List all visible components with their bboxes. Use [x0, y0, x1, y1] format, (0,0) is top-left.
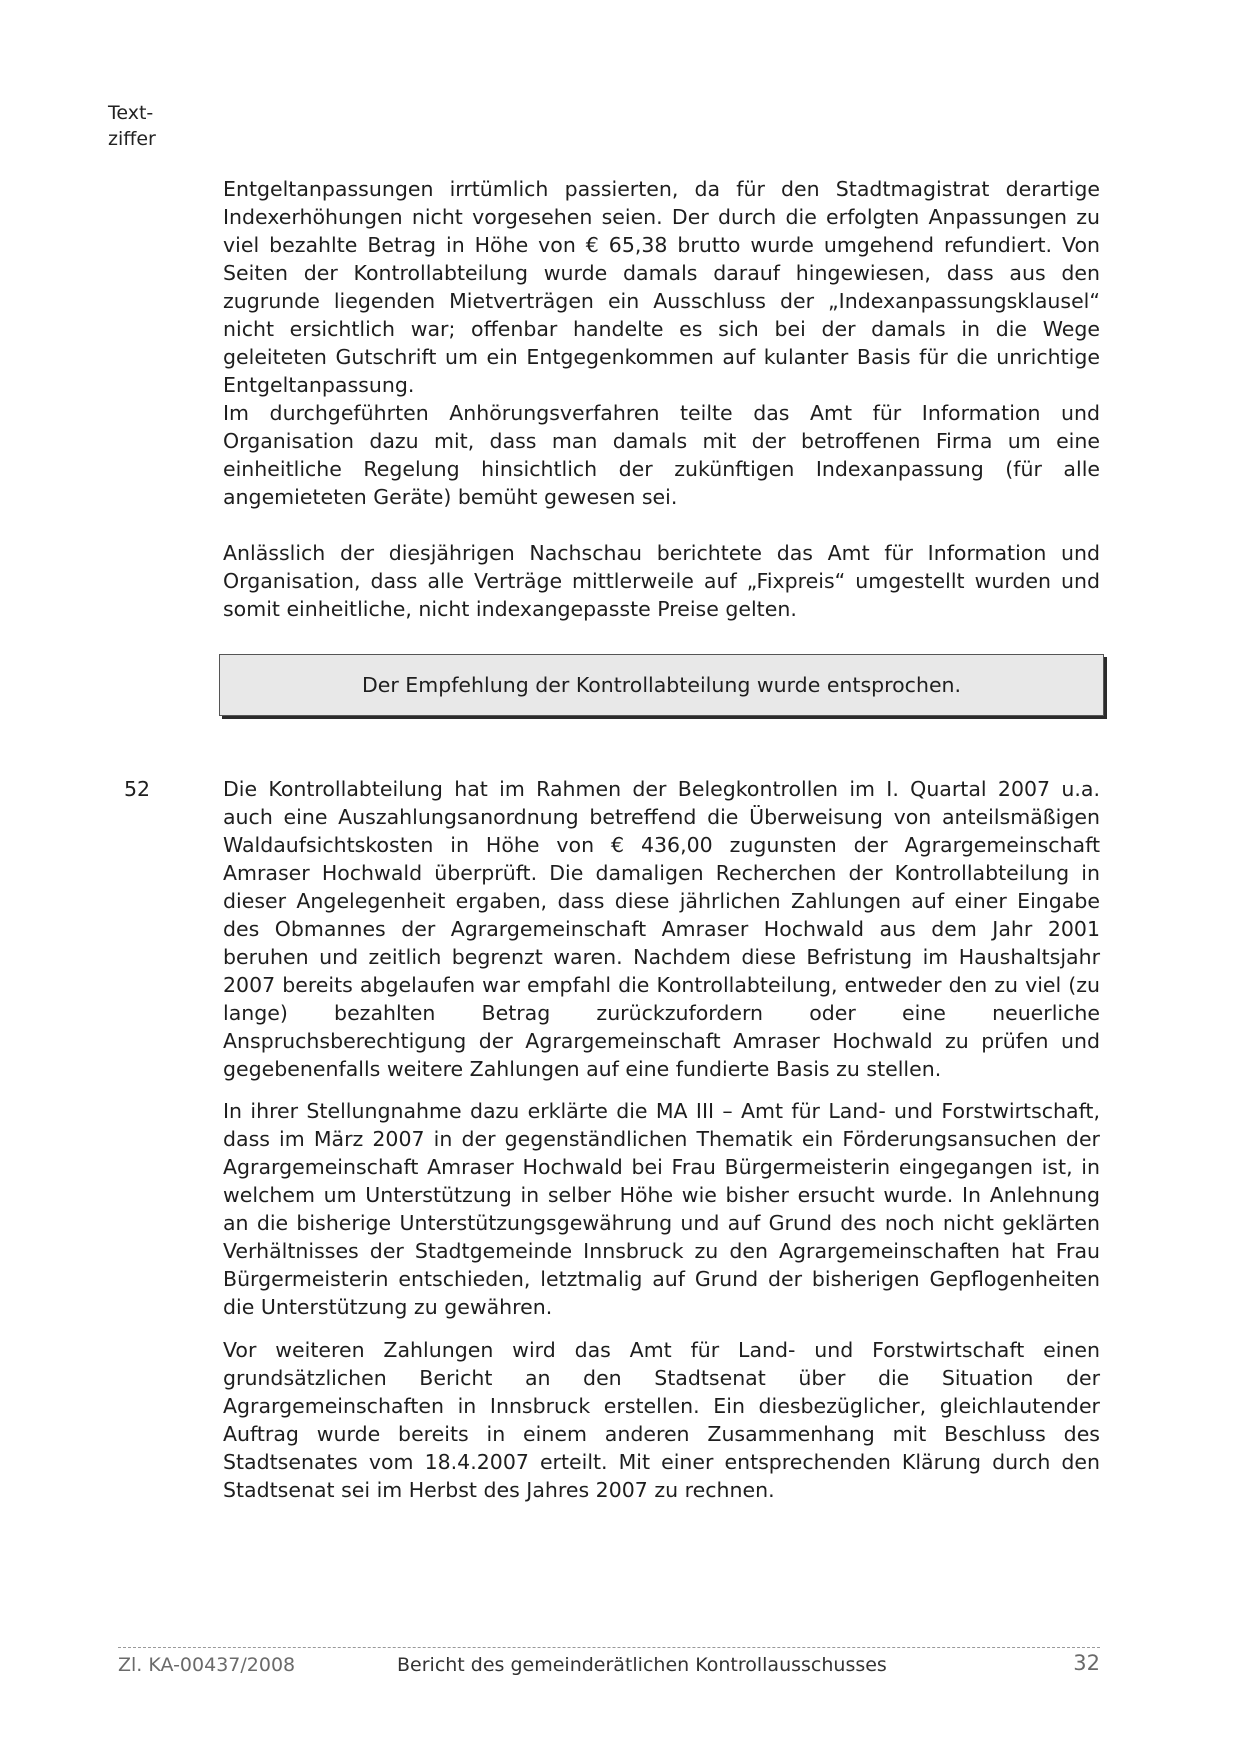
recommendation-box	[219, 654, 1104, 716]
section-52-body	[223, 1336, 1100, 1504]
body-text-top	[223, 539, 1100, 623]
paragraph: Im durchgeführten Anhörungsverfahren teilte das Amt für Information und Organisation dazu mit, dass man damals mit der betroffenen Firma um eine einheitliche Regelung hinsichtlich der zukünftigen Indexanpassung (für alle angemieteten Geräte) bemüht gewesen sei.	[223, 401, 1100, 509]
body-text-top	[223, 399, 1100, 511]
margin-label-textziffer	[108, 100, 156, 152]
footer-divider	[118, 1647, 1100, 1648]
paragraph: In ihrer Stellungnahme dazu erklärte die MA III – Amt für Land- und Forstwirtschaft, dass im März 2007 in der gegenständlichen Thematik ein Förderungsansuchen der Agrargemeinschaft Amraser Hochwald bei Frau Bürgermeisterin eingegangen ist, in welchem um Unterstützung in selber Höhe wie bisher ersucht wurde. In Anlehnung an die bisherige Unterstützungsgewährung und auf Grund des noch nicht geklärten Verhältnisses der Stadtgemeinde Innsbruck zu den Agrargemeinschaften hat Frau Bürgermeisterin entschieden, letztmalig auf Grund der bisherigen Gepflogenheiten die Unterstützung zu gewähren.	[223, 1099, 1100, 1319]
section-52-body	[223, 775, 1100, 1083]
paragraph: Die Kontrollabteilung hat im Rahmen der Belegkontrollen im I. Quartal 2007 u.a. auch eine Auszahlungsanordnung betreffend die Überweisung von anteilsmäßigen Waldaufsichtskosten in Höhe von € 436,00 zugunsten der Agrargemeinschaft Amraser Hochwald überprüft. Die damaligen Recherchen der Kontrollabteilung in dieser Angelegenheit ergaben, dass diese jährlichen Zahlungen auf einer Eingabe des Obmannes der Agrargemeinschaft Amraser Hochwald aus dem Jahr 2001 beruhen und zeitlich begrenzt waren. Nachdem diese Befristung im Haushaltsjahr 2007 bereits abgelaufen war empfahl die Kontrollabteilung, entweder den zu viel (zu lange) bezahlten Betrag zurückzufordern oder eine neuerliche Anspruchsberechtigung der Agrargemeinschaft Amraser Hochwald zu prüfen und gegebenenfalls weitere Zahlungen auf eine fundierte Basis zu stellen.	[223, 777, 1100, 1081]
footer-title: Bericht des gemeinderätlichen Kontrollausschusses	[397, 1654, 887, 1676]
paragraph: Entgeltanpassungen irrtümlich passierten, da für den Stadtmagistrat derartige Indexerhöhungen nicht vorgesehen seien. Der durch die erfolgten Anpassungen zu viel bezahlte Betrag in Höhe von € 65,38 brutto wurde umgehend refundiert. Von Seiten der Kontrollabteilung wurde damals darauf hingewiesen, dass aus den zugrunde liegenden Mietverträgen ein Ausschluss der „Indexanpassungsklausel“ nicht ersichtlich war; offenbar handelte es sich bei der damals in die Wege geleiteten Gutschrift um ein Entgegenkommen auf kulanter Basis für die unrichtige Entgeltanpassung.	[223, 177, 1100, 397]
textziffer-number: 52	[124, 777, 151, 801]
recommendation-text: Der Empfehlung der Kontrollabteilung wurde entsprochen.	[361, 673, 962, 697]
paragraph: Vor weiteren Zahlungen wird das Amt für Land- und Forstwirtschaft einen grundsätzlichen Bericht an den Stadtsenat über die Situation der Agrargemeinschaften in Innsbruck erstellen. Ein diesbezüglicher, gleichlautender Auftrag wurde bereits in einem anderen Zusammenhang mit Beschluss des Stadtsenates vom 18.4.2007 erteilt. Mit einer entsprechenden Klärung durch den Stadtsenat sei im Herbst des Jahres 2007 zu rechnen.	[223, 1338, 1100, 1502]
margin-label-line: ziffer	[108, 128, 156, 150]
paragraph: Anlässlich der diesjährigen Nachschau berichtete das Amt für Information und Organisation, dass alle Verträge mittlerweile auf „Fixpreis“ umgestellt wurden und somit einheitliche, nicht indexangepasste Preise gelten.	[223, 541, 1100, 621]
section-52-body	[223, 1097, 1100, 1321]
footer-reference: Zl. KA-00437/2008	[118, 1654, 296, 1676]
page-number: 32	[1073, 1651, 1100, 1675]
margin-label-line: Text-	[108, 102, 154, 124]
body-text-top	[223, 175, 1100, 399]
